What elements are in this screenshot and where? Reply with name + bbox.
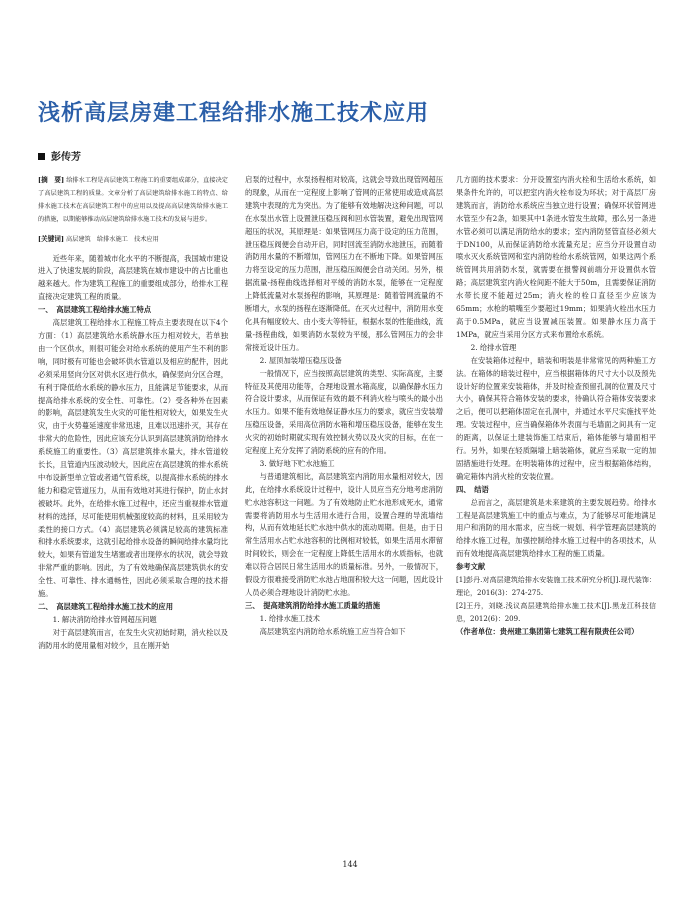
section-1-paragraph: 高层建筑工程给排水工程施工特点主要表现在以下4个方面：（1）高层建筑给水系统静水压力相对较大，若单独由一个区供水，则很可能会对给水系统的使用产生不利的影响，同时极有可能也会破坏供水管道以及相应的配件，因此必须采用竖向分区对供水区进行供水，确保竖向分区合理，有利于降低给水系统的静水压力，且能满足节能要求，从而提高给排水系统的安全性、可靠性。（2）受各种外在因素的影响，高层建筑发生火灾的可能性相对较大，如果发生火灾，由于火势蔓延速度非常迅速，且难以迅速扑灭，其存在非常大的危险性，因此应该充分认识到高层建筑消防给排水系统施工的重要性。（3）高层建筑排水量大，排水管道较长长，且管道内压波动较大，因此应在高层建筑的排水系统中布设新型单立管或者通气管系统，以提高排水系统的排水能力和稳定管道压力，从而有效地对其进行保护，防止水封被破坏。此外，在给排水施工过程中，还应当重视排水管道材料的选择，尽可能使用机械强度较高的材料，且采用较为柔性的接口方式。（4）高层建筑必须满足较高的建筑标准和排水系统要求，这就引起给排水设备的瞬间给排水量均比较大，如果有管道发生堵塞或者出现停水的状况，就会导致非常严重的影响。因此，为了有效地确保高层建筑供水的安全性、可靠性、排水通畅性，因此必须采取合理的技术措施。	[38, 318, 228, 599]
author-line	[38, 148, 81, 163]
reference-item: [1]彭丹.对高层建筑给排水安装施工技术研究分析[J].现代装饰：理论，2016(3)：274-275.	[456, 576, 656, 597]
section-2-3-paragraph: 与普通建筑相比，高层建筑室内消防用水量相对较大，因此，在给排水系统设计过程中，设计人员应当充分地考虑消防贮水池容积这一问题。为了有效地防止贮水池形成死水，通常需要将消防用水与生活用水进行合用，设置合理的导流墙结构，从而有效地延长贮水池中供水的流动周期。但是，由于日常生活用水占贮水池容积的比例相对较低，如果生活用水滞留时间较长，则会在一定程度上降低生活用水的水质指标，也就难以符合居民日常生活用水的质量标准。另外，一般情况下，假设方很难接受消防贮水池占地面积较大这一问题，因此设计人员必须合理地设计消防贮水池。	[245, 471, 443, 597]
section-2-2-paragraph: 一般情况下，应当按照高层建筑的类型、实际高度，主要特征及其使用功能等，合理地设置水箱高度，以确保静水压力符合设计要求，从而保证有效的最不利消火栓与喷头的最小出水压力。如果不能有效地保证静水压力的要求，就应当安装增压稳压设备，采用高位消防水箱和增压稳压设备，能够在发生火灾的初始时期就实现有效控制火势以及火灾的目标，在在一定程度上充分发挥了消防系统的应有的作用。	[245, 368, 443, 456]
subsection-heading-2-1: 1. 解决消防给排水管网超压问题	[52, 614, 157, 624]
abstract	[38, 174, 228, 227]
section-heading-1: 一、 高层建筑工程给排水施工特点	[38, 305, 152, 315]
references-heading: 参考文献	[456, 562, 486, 572]
section-3-1-paragraph-start: 高层建筑室内消防给水系统施工应当符合如下	[259, 626, 406, 636]
column-2	[245, 174, 443, 639]
section-2-1-paragraph-start: 对于高层建筑而言，在发生火灾初始时期，消火栓以及消防用水的使用量相对较少，且在刚开始	[38, 627, 228, 650]
keywords	[38, 233, 228, 247]
section-heading-3: 三、 提高建筑消防给排水施工质量的措施	[245, 600, 380, 610]
bullet-square-icon	[38, 153, 45, 160]
subsection-heading-3-2: 2. 给排水管理	[470, 342, 517, 352]
section-2-1-paragraph-cont: 启泵的过程中，水泵扬程相对较高，这就会导致出现管网超压的现象，从而在一定程度上影响了管网的正常使用或造成高层建筑中表现的尤为突出。为了能够有效地解决这种问题，可以在水泵出水管上设置泄压稳压阀和回水管装置，避免出现管网超压的状况，其原理是：如果管网压力高于设定的压力范围，泄压稳压阀便会自动开启，同时回流至消防水池泄压，而随着消防用水量的不断增加，管网压力在不断地下降。如果管网压力将至设定的压力范围，泄压稳压阀便会自动关闭。另外，根据流量-扬程曲线选择相对平缓的消防水泵，能够在一定程度上降低流量对水泵扬程的影响，其原理是：随着管网流量的不断增大，水泵的扬程在逐渐降低。在灭火过程中，消防用水变化具有幅度较大、由小变大等特征，根据水泵的性能曲线，流量-扬程曲线，如果消防水泵较为平缓，那么管网压力的会非常接近设计压力。	[245, 175, 443, 352]
column-3	[456, 174, 656, 639]
section-heading-2: 二、 高层建筑工程给排水施工技术的应用	[38, 602, 173, 611]
keywords-label: [关键词]	[38, 234, 65, 243]
article-title: 浅析高层房建工程给排水施工技术应用	[38, 101, 430, 126]
abstract-label: [摘 要]	[38, 176, 65, 184]
subsection-heading-3-1: 1. 给排水施工技术	[259, 613, 320, 623]
intro-paragraph: 近些年来，随着城市化水平的不断提高，我国城市建设进入了快速发展的阶段，高层建筑在城市建设中的占比重也越来越大。作为建筑工程施工的重要组成部分，给排水工程直接决定建筑工程的质量。	[38, 253, 228, 302]
reference-item: [2]王丹，刘晓.浅议高层建筑给排水施工技术[J].黑龙江科技信息，2012(6)：209.	[456, 601, 656, 623]
column-1	[38, 174, 228, 653]
keywords-text: 高层建筑 给排水施工 技术应用	[66, 235, 159, 243]
section-3-1-paragraph-cont: 几方面的技术要求：分开设置室内消火栓和生活给水系统，如果条件允许的，可以把室内消火栓布设为环状；对于高层厂房建筑而言，消防给水系统应当独立进行设置；确保环状管网进水管至少有2条，如果其中1条进水管发生故障，那么另一条进水管必须可以满足消防给水的要求；室内消防竖管直径必须大于DN100，从而保证消防给水流量充足；应当分开设置自动喷水灭火系统管网和室内消防栓给水系统管网，如果这两个系统管网共用消防水泵，就需要在报警阀前端分开设置供水管路；高层建筑室内消火栓间距不能大于50m，且需要保证消防水带长度不能超过25m；消火栓的栓口直径至少应该为65mm；水枪的喷嘴至少要超过19mm；如果消火栓出水压力高于0.5MPa，就应当设置减压装置。如果静水压力高于1MPa，就应当采用分区方式来布置给水系统。	[456, 175, 656, 339]
page-number: 144	[342, 860, 358, 869]
author-affiliation: （作者单位：贵州建工集团第七建筑工程有限责任公司）	[456, 626, 639, 636]
section-heading-4: 四、 结语	[456, 484, 489, 494]
abstract-text: 给排水工程是高层建筑工程施工的重要组成部分，直接决定了高层建筑工程的质量。文章分析了高层建筑给排水施工的特点、给排水施工技术在高层建筑工程中的应用以及提高高层建筑给排水施工的措施，以期能够推动高层建筑给排水施工技术的发展与进步。	[38, 177, 228, 223]
section-3-2-paragraph: 在安装箱体过程中，暗装和明装是非常常见的两种施工方法。在箱体的暗装过程中，应当根据箱体的尺寸大小以及预先设计好的位置来安装箱体，并及时检查预留孔洞的位置及尺寸大小，确保其符合箱体安装的要求，待确认符合箱体安装要求之后，便可以把箱体固定在孔洞中，并通过水平尺实施找平处理。安装过程中，应当确保箱体外表面与毛墙面之间具有一定的距离，以保证土建装饰施工结束后，箱体能够与墙面相平行。另外，如果在轻质隔墙上暗装箱体，就应当采取一定的加固措施进行处理。在明装箱体的过程中，应当根据箱体结构，确定箱体内消火栓的安装位置。	[456, 355, 656, 481]
conclusion-paragraph: 总而言之，高层建筑是未来建筑的主要发展趋势。给排水工程是高层建筑施工中的重点与难点，为了能够尽可能地满足用户和消防的用水需求，应当统一规划、科学管理高层建筑的给排水施工过程，加强控制给排水施工过程中的各项技术，从而有效地提高高层建筑给排水工程的施工质量。	[456, 497, 656, 559]
subsection-heading-2-2: 2. 屋顶加装增压稳压设备	[259, 355, 342, 365]
author-name: 彭传芳	[51, 152, 81, 163]
subsection-heading-2-3: 3. 做好地下贮水池施工	[259, 458, 335, 468]
